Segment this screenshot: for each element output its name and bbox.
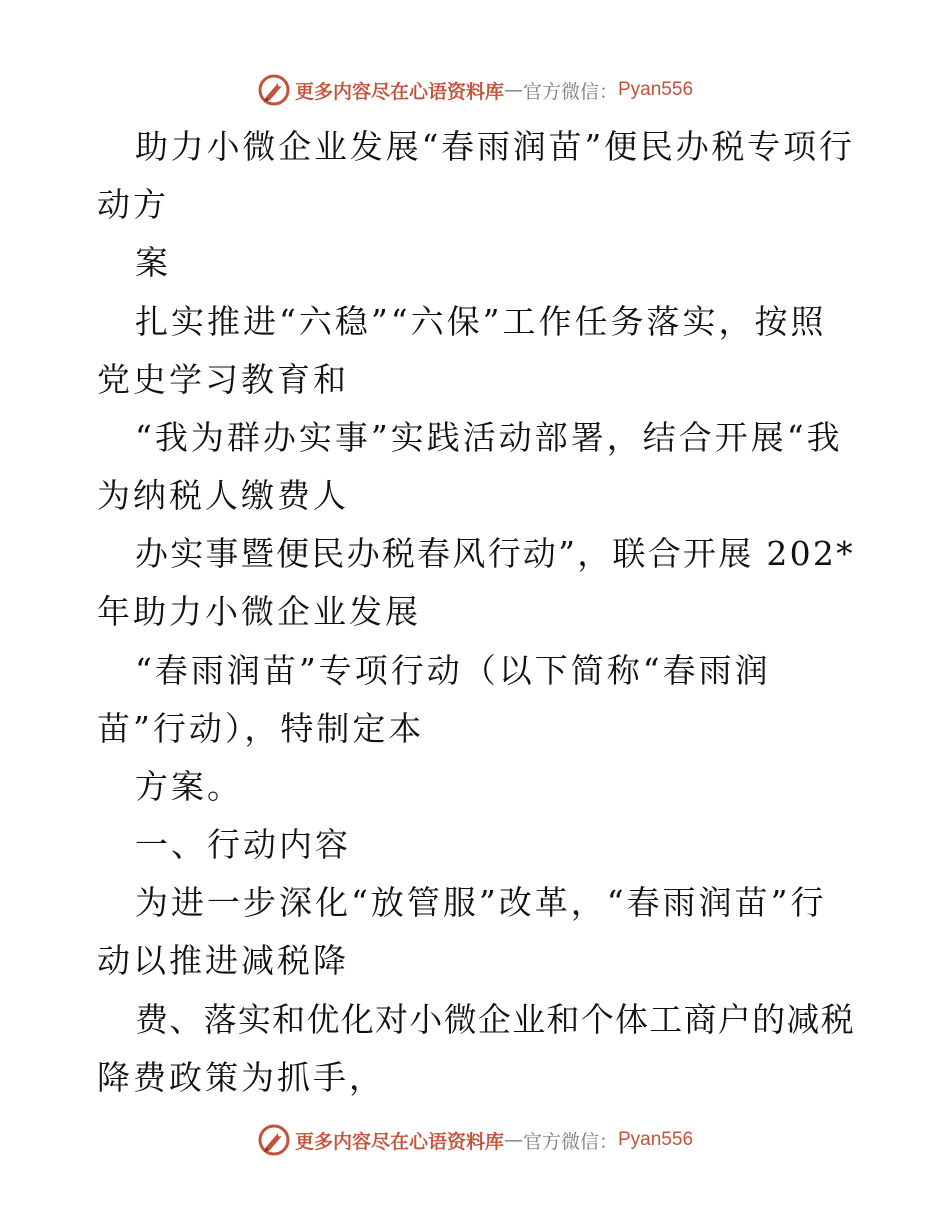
doc-paragraph-line: 扎实推进“六稳”“六保”工作任务落实，按照 bbox=[135, 302, 827, 341]
watermark-wechat-id: Pyan556 bbox=[618, 79, 694, 100]
watermark-wechat-label: 官方微信： bbox=[522, 80, 618, 103]
doc-paragraph-line: 苗”行动），特制定本 bbox=[97, 709, 425, 748]
watermark-brand: 更多内容尽在心语资料库 bbox=[294, 1130, 504, 1153]
doc-paragraph-line: 年助力小微企业发展 bbox=[97, 592, 421, 631]
doc-title-line-1: 助力小微企业发展“春雨润苗”便民办税专项行 bbox=[135, 127, 855, 166]
doc-paragraph-line: “春雨润苗”专项行动（以下简称“春雨润 bbox=[135, 651, 771, 690]
doc-paragraph-line: 动以推进减税降 bbox=[97, 941, 349, 980]
watermark-wechat-label: 官方微信： bbox=[522, 1130, 618, 1153]
doc-paragraph-line: 费、落实和优化对小微企业和个体工商户的减税 bbox=[135, 1000, 855, 1039]
watermark-wechat-id: Pyan556 bbox=[618, 1129, 694, 1150]
doc-paragraph-line: 党史学习教育和 bbox=[97, 360, 349, 399]
watermark-dash: — bbox=[503, 79, 523, 101]
watermark-brand: 更多内容尽在心语资料库 bbox=[294, 80, 504, 103]
doc-title-line-2: 动方 bbox=[97, 185, 169, 224]
doc-paragraph-line: 为纳税人缴费人 bbox=[97, 476, 349, 515]
doc-section-heading: 一、行动内容 bbox=[135, 825, 351, 864]
doc-title-line-3: 案 bbox=[135, 243, 171, 282]
doc-paragraph-line: 为进一步深化“放管服”改革，“春雨润苗”行 bbox=[135, 883, 827, 922]
doc-paragraph-line: 降费政策为抓手， bbox=[97, 1058, 385, 1097]
doc-paragraph-line: “我为群办实事”实践活动部署，结合开展“我 bbox=[135, 418, 843, 457]
watermark-dash: — bbox=[503, 1129, 523, 1151]
doc-paragraph-line: 方案。 bbox=[135, 767, 243, 806]
pen-logo-icon bbox=[257, 1123, 291, 1157]
watermark-footer bbox=[0, 1122, 950, 1158]
doc-paragraph-line: 办实事暨便民办税春风行动”，联合开展 202* bbox=[135, 534, 855, 573]
